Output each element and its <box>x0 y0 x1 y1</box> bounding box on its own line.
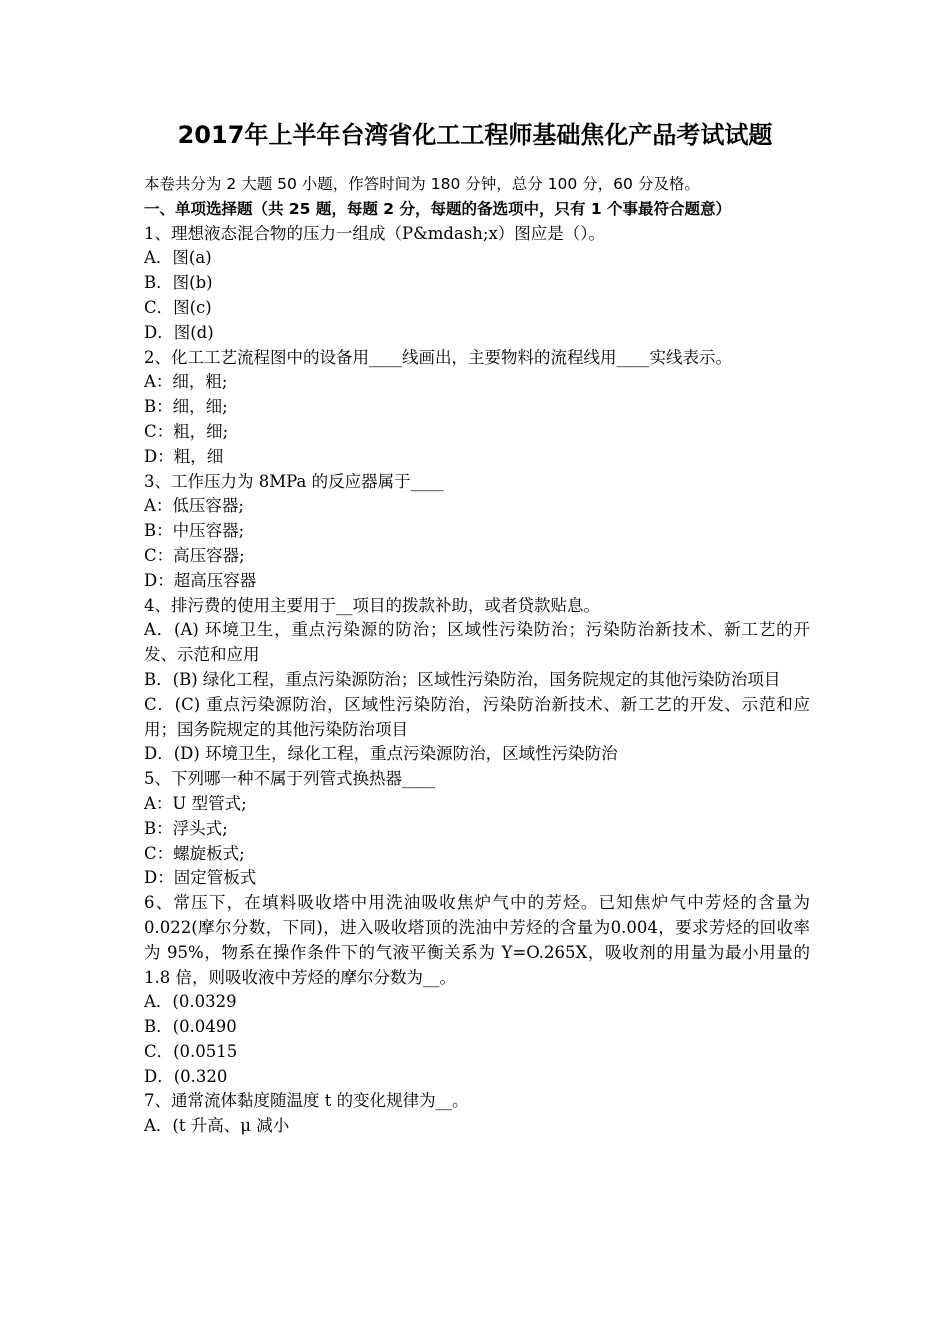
question-stem: 3、工作压力为 8MPa 的反应器属于____ <box>144 471 444 491</box>
document-body <box>144 172 810 1139</box>
question-2 <box>144 346 810 470</box>
question-stem: 5、下列哪一种不属于列管式换热器____ <box>144 769 435 789</box>
option-d: D：固定管板式 <box>144 868 257 888</box>
document-title: 2017年上半年台湾省化工工程师基础焦化产品考试试题 <box>177 121 773 149</box>
option-a: A：U 型管式; <box>144 793 247 813</box>
question-stem: 4、排污费的使用主要用于__项目的拨款补助，或者贷款贴息。 <box>144 595 600 615</box>
option-a: A．图(a) <box>144 248 212 268</box>
section-heading: 一、单项选择题（共 25 题，每题 2 分，每题的备选项中，只有 1 个事最符合题意） <box>144 199 732 218</box>
option-d: D．(0.320 <box>144 1066 228 1086</box>
question-4 <box>144 594 810 768</box>
option-a: A：细，粗; <box>144 372 228 392</box>
question-3 <box>144 470 810 594</box>
option-a: A．(t 升高、μ 减小 <box>144 1116 290 1136</box>
option-b: B．(0.0490 <box>144 1017 237 1037</box>
question-6 <box>144 891 810 1089</box>
option-c: C．(0.0515 <box>144 1041 238 1061</box>
option-b: B：细，细; <box>144 397 228 417</box>
option-d: D．图(d) <box>144 322 214 342</box>
option-b: B．(B) 绿化工程，重点污染源防治；区域性污染防治，国务院规定的其他污染防治项目 <box>144 669 781 689</box>
question-1 <box>144 222 810 346</box>
exam-intro: 本卷共分为 2 大题 50 小题，作答时间为 180 分钟，总分 100 分，60 分及格。 <box>144 175 700 193</box>
question-stem: 7、通常流体黏度随温度 t 的变化规律为__。 <box>144 1091 469 1111</box>
question-7 <box>144 1089 810 1139</box>
question-5 <box>144 767 810 891</box>
option-b: B．图(b) <box>144 273 213 293</box>
option-b: B：浮头式; <box>144 818 228 838</box>
question-stem: 6、常压下，在填料吸收塔中用洗油吸收焦炉气中的芳烃。已知焦炉气中芳烃的含量为 0.022(摩尔分数，下同)，进入吸收塔顶的洗油中芳烃的含量为0.004，要求芳烃的回收率为 95%，物系在操作条件下的气液平衡关系为 Y=O.265X，吸收剂的用量为最小用量的 1.8 倍，则吸收液中芳烃的摩尔分数为__。 <box>144 893 810 987</box>
option-d: D：超高压容器 <box>144 570 257 590</box>
option-a: A．(0.0329 <box>144 992 237 1012</box>
option-c: C：高压容器; <box>144 545 245 565</box>
option-a: A．(A) 环境卫生，重点污染源的防治；区域性污染防治；污染防治新技术、新工艺的开发、示范和应用 <box>144 620 810 665</box>
option-c: C：螺旋板式; <box>144 843 245 863</box>
option-c: C．图(c) <box>144 297 212 317</box>
option-a: A：低压容器; <box>144 496 244 516</box>
option-d: D：粗，细 <box>144 446 224 466</box>
option-d: D．(D) 环境卫生，绿化工程，重点污染源防治，区域性污染防治 <box>144 744 618 764</box>
option-b: B：中压容器; <box>144 521 245 541</box>
option-c: C：粗，细; <box>144 421 229 441</box>
question-stem: 2、化工工艺流程图中的设备用____线画出，主要物料的流程线用____实线表示。 <box>144 347 732 367</box>
question-stem: 1、理想液态混合物的压力一组成（P&mdash;x）图应是（）。 <box>144 223 606 243</box>
option-c: C．(C) 重点污染源防治，区域性污染防治，污染防治新技术、新工艺的开发、示范和应用；国务院规定的其他污染防治项目 <box>144 694 810 739</box>
